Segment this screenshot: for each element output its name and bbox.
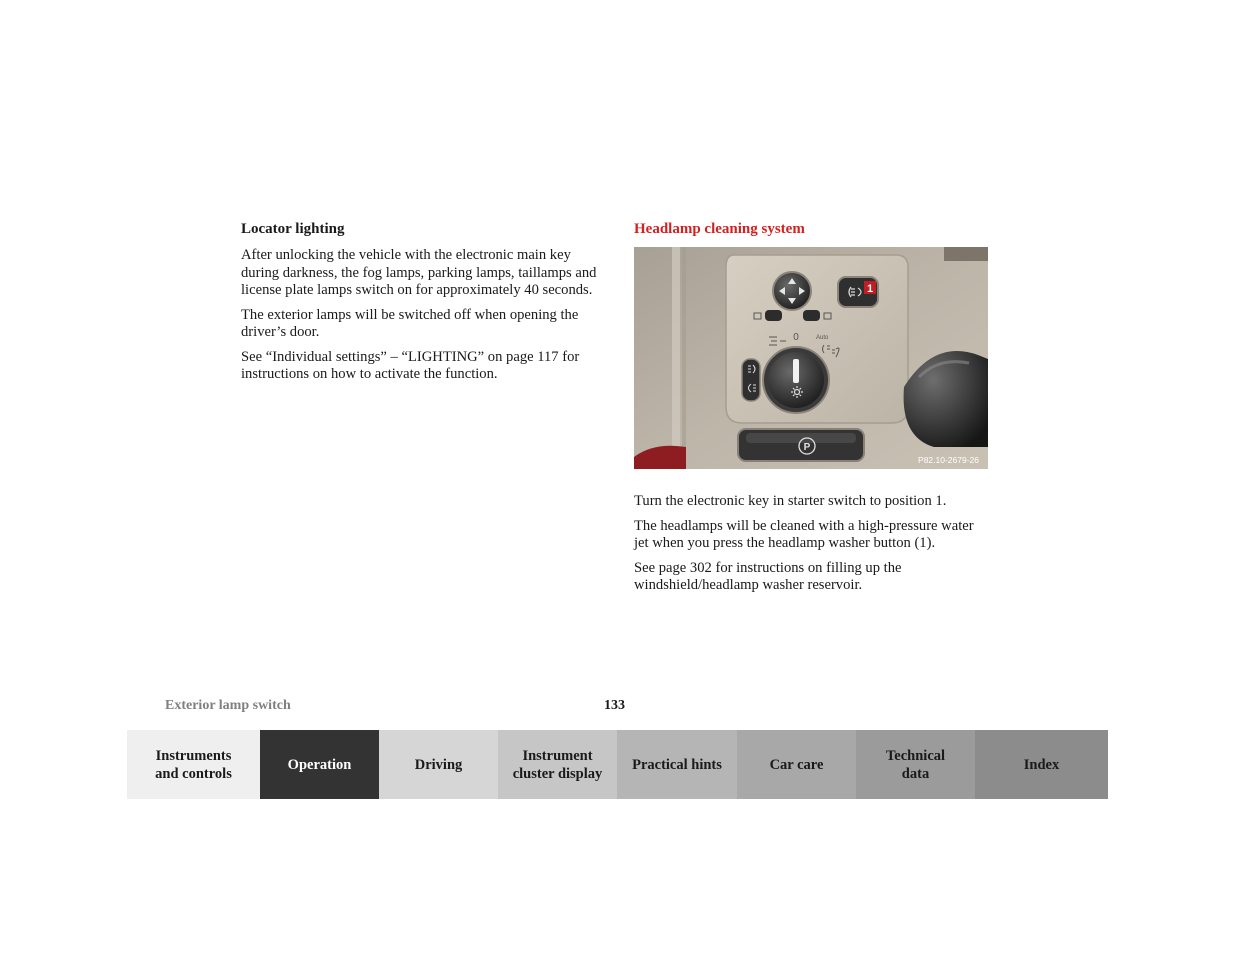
dimmer-button — [773, 272, 811, 310]
locator-lighting-heading: Locator lighting — [241, 221, 345, 237]
tab-label: Instruments and controls — [155, 747, 232, 782]
tab-instruments-and-controls[interactable] — [127, 730, 260, 799]
footer-section-title: Exterior lamp switch — [165, 698, 291, 713]
fog-lamp-button — [742, 359, 760, 401]
tab-label: Instrument cluster display — [512, 747, 603, 782]
locator-paragraph-3: See “Individual settings” – “LIGHTING” on page 117 for instructions on how to activate the function. — [241, 348, 580, 382]
tab-label: Car care — [769, 756, 824, 773]
chapter-tab-bar — [127, 730, 1108, 799]
headlamp-paragraph-3: See page 302 for instructions on filling up the windshield/headlamp washer reservoir. — [634, 559, 902, 593]
tab-technical-data[interactable] — [856, 730, 975, 799]
tab-label: Driving — [414, 756, 463, 773]
tab-driving[interactable] — [379, 730, 498, 799]
headlamp-cleaning-heading: Headlamp cleaning system — [634, 221, 805, 237]
right-column — [634, 219, 990, 602]
lamp-switch-illustration — [634, 247, 988, 469]
tab-label: Technical data — [885, 747, 946, 782]
tab-instrument-cluster-display[interactable] — [498, 730, 617, 799]
tab-label: Index — [1023, 756, 1060, 773]
parking-brake-letter: P — [803, 442, 811, 453]
tab-label: Practical hints — [632, 756, 722, 773]
tab-index[interactable] — [975, 730, 1108, 799]
tab-car-care[interactable] — [737, 730, 856, 799]
locator-paragraph-1: After unlocking the vehicle with the electronic main key during darkness, the fog lamps, parking lamps, taillamps and license plate lamps switch on for approximately 40 seconds. — [241, 247, 597, 298]
left-column — [241, 219, 603, 391]
switch-pointer — [793, 359, 799, 383]
left-small-button — [765, 310, 782, 321]
headlamp-paragraph-1: Turn the electronic key in starter switch to position 1. — [634, 493, 947, 509]
callout-number: 1 — [866, 283, 874, 295]
position-zero-label: 0 — [793, 332, 799, 343]
tab-operation[interactable] — [260, 730, 379, 799]
right-small-button — [803, 310, 820, 321]
figure-code: P82.10-2679-26 — [918, 455, 979, 465]
position-auto-label: Auto — [816, 335, 829, 341]
tab-practical-hints[interactable] — [617, 730, 737, 799]
page-number: 133 — [604, 698, 625, 713]
tab-label: Operation — [287, 756, 352, 773]
trim-strip — [944, 247, 988, 261]
headlamp-paragraph-2: The headlamps will be cleaned with a high-pressure water jet when you press the headlamp washer button (1). — [634, 517, 974, 551]
locator-paragraph-2: The exterior lamps will be switched off when opening the driver’s door. — [241, 306, 579, 340]
